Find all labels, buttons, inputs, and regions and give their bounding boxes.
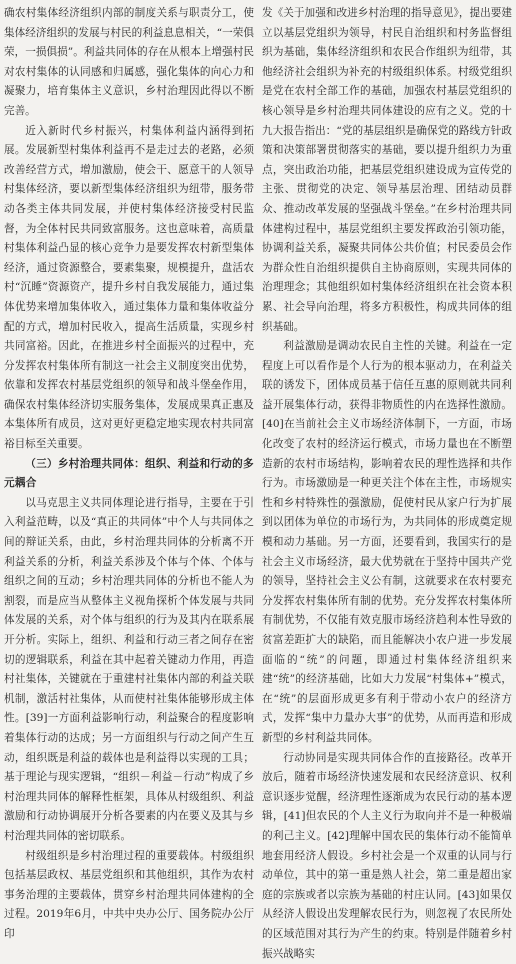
section-heading: （三）乡村治理共同体：组织、利益和行动的多元耦合 (4, 457, 254, 490)
left-paragraph-2: 近入新时代乡村振兴，村集体利益内涵得到拓展。发展新型村集体利益再不是走过去的老路，必须改善经营方式，增加激励，使会干、愿意干的人领导村集体经济，要以新型集体经济组织为纽带，服务带动各类主体共同发展，并使村集体经济接受村民监督，为全体村民共同致富服务。这也意味着，高质量村集体利益凸显的核心竞争力是要发挥农村新型集体经济，通过资源整合，要素集聚，规模提升，盘活农村“沉睡”资源资产，提升乡村自我发展能力，通过集体优势来增加集体收入，通过集体力量和集体收益分配的方式，增加村民收入，提高生活质量，实现乡村共同富裕。因此，在推进乡村全面振兴的过程中，充分发挥农村集体所有制这一社会主义制度突出优势，依靠和发挥农村基层党组织的领导和战斗堡垒作用，确保农村集体经济切实服务集体，发展成果真正惠及本集体所有成员，这对更好更稳定地实现农村共同富裕目标至关重要。 (4, 124, 254, 451)
right-paragraph-3: 行动协同是实现共同体合作的直接路径。改革开放后，随着市场经济快速发展和农民经济意识、权利意识逐步觉醒，经济理性逐渐成为农民行动的基本逻辑，[41]但农民的个人主义行为取向并不是一种极端的利己主义。[42]理解中国农民的集体行动不能简单地套用经济人假设。乡村社会是一个双重的认同与行动单位，其中的第一重是熟人社会，第二重是超出家庭的宗族或者以宗族为基础的村庄认同。[43]如果仅从经济人假设出发理解农民行为，则忽视了农民所处的区域范围对其行为产生的约束。特别是伴随着乡村振兴战略实 (262, 751, 512, 960)
left-paragraph-1: 确农村集体经济组织内部的制度关系与职责分工，使集体经济组织的发展与村民的利益息息相关，“一荣俱荣，一损俱损”。利益共同体的存在从根本上增强村民对农村集体的认同感和归属感，强化集体的向心力和凝聚力，培育集体主义意识，乡村治理因此得以不断完善。 (4, 7, 254, 117)
left-column (4, 4, 254, 940)
right-column (262, 4, 512, 960)
left-paragraph-3: 以马克思主义共同体理论进行指导，主要在于引入利益范畴，以及“真正的共同体”中个人与共同体之间的辩证关系，由此，乡村治理共同体的分析离不开利益关系的分析，利益关系涉及个体与个体、个体与组织之间的互动；乡村治理共同体的分析也不能人为割裂，而是应当从整体主义视角探析个体发展与共同体发展的关系，对个体与组织的行为及其内在联系展开分析。实际上，组织、利益和行动三者之间存在密切的逻辑联系，利益在其中起着关键动力作用，再造村社集体，关键就在于重建村社集体内部的利益关联机制，激活村社集体，从而使村社集体能够形成主体性。[39]一方面利益影响行动，利益聚合的程度影响着集体行动的达成；另一方面组织与行动之间产生互动，组织既是利益的载体也是利益得以实现的工具；基于理论与现实逻辑，“组织－利益－行动”构成了乡村治理共同体的解释性框架，具体从村级组织、利益激励和行动协调展开分析各要素的内在要义及其与乡村治理共同体的密切联系。 (4, 496, 254, 842)
right-paragraph-2: 利益激励是调动农民自主性的关键。利益在一定程度上可以看作是个人行为的根本驱动力，在利益关联的诱发下，团体成员基于信任互惠的原则就共同利益开展集体行动，获得非物质性的内在选择性激励。[40]在当前社会主义市场经济体制下，一方面，市场化改变了农村的经济运行模式，市场力量也在不断塑造新的农村市场结构，影响着农民的理性选择和共作行为。市场激励是一种更关注个体在主性，市场规实性和乡村特殊性的强激励，促使村民从家户行为扩展到以团体为单位的市场行为，为共同体的形成奠定规模和动力基础。另一方面，还要看到，我国实行的是社会主义市场经济，最大优势就在于坚持中国共产党的领导，坚持社会主义公有制，这就要求在农村要充分发挥农村集体所有制的优势。充分发挥农村集体所有制优势，不仅能有效克服市场经济趋利本性导致的贫富差距扩大的缺陷，而且能解决小农户进一步发展面临的“统”的问题，即通过村集体经济组织来建“统”的经济基础，比如大力发展“村集体+”模式，在“统”的层面形成更多有利于带动小农户的经济方式，发挥“集中力量办大事”的优势，从而再造和形成新型的乡村利益共同体。 (262, 340, 512, 744)
right-paragraph-1: 发《关于加强和改进乡村治理的指导意见》，提出要建立以基层党组织为领导，村民自治组织和村务监督组织为基础，集体经济组织和农民合作组织为纽带，其他经济社会组织为补充的村级组织体系。村级党组织是党在农村全部工作的基础，加强农村基层党组织的核心领导是乡村治理共同体建设的应有之义。党的十九大报告指出：“党的基层组织是确保党的路线方针政策和决策部署贯彻落实的基础，要以提升组织力为重点，突出政治功能，把基层党组织建设成为宣传党的主张、贯彻党的决定、领导基层治理、团结动员群众、推动改革发展的坚强战斗堡垒。”在乡村治理共同体建构过程中，基层党组织主要发挥政治引领功能，协调利益关系，凝聚共同体公共价值；村民委员会作为群众性自治组织提供自主协商原则，实现共同体的治理理念；其他组织如村集体经济组织在社会资本积累、社会导向治理，将多方积极性，构成共同体的组织基础。 (262, 7, 512, 333)
left-paragraph-4: 村级组织是乡村治理过程的重要载体。村级组织包括基层政权、基层党组织和其他组织，其作为农村事务治理的主要载体，贯穿乡村治理共同体建构的全过程。2019年6月，中共中央办公厅、国务院办公厅印 (4, 849, 254, 940)
